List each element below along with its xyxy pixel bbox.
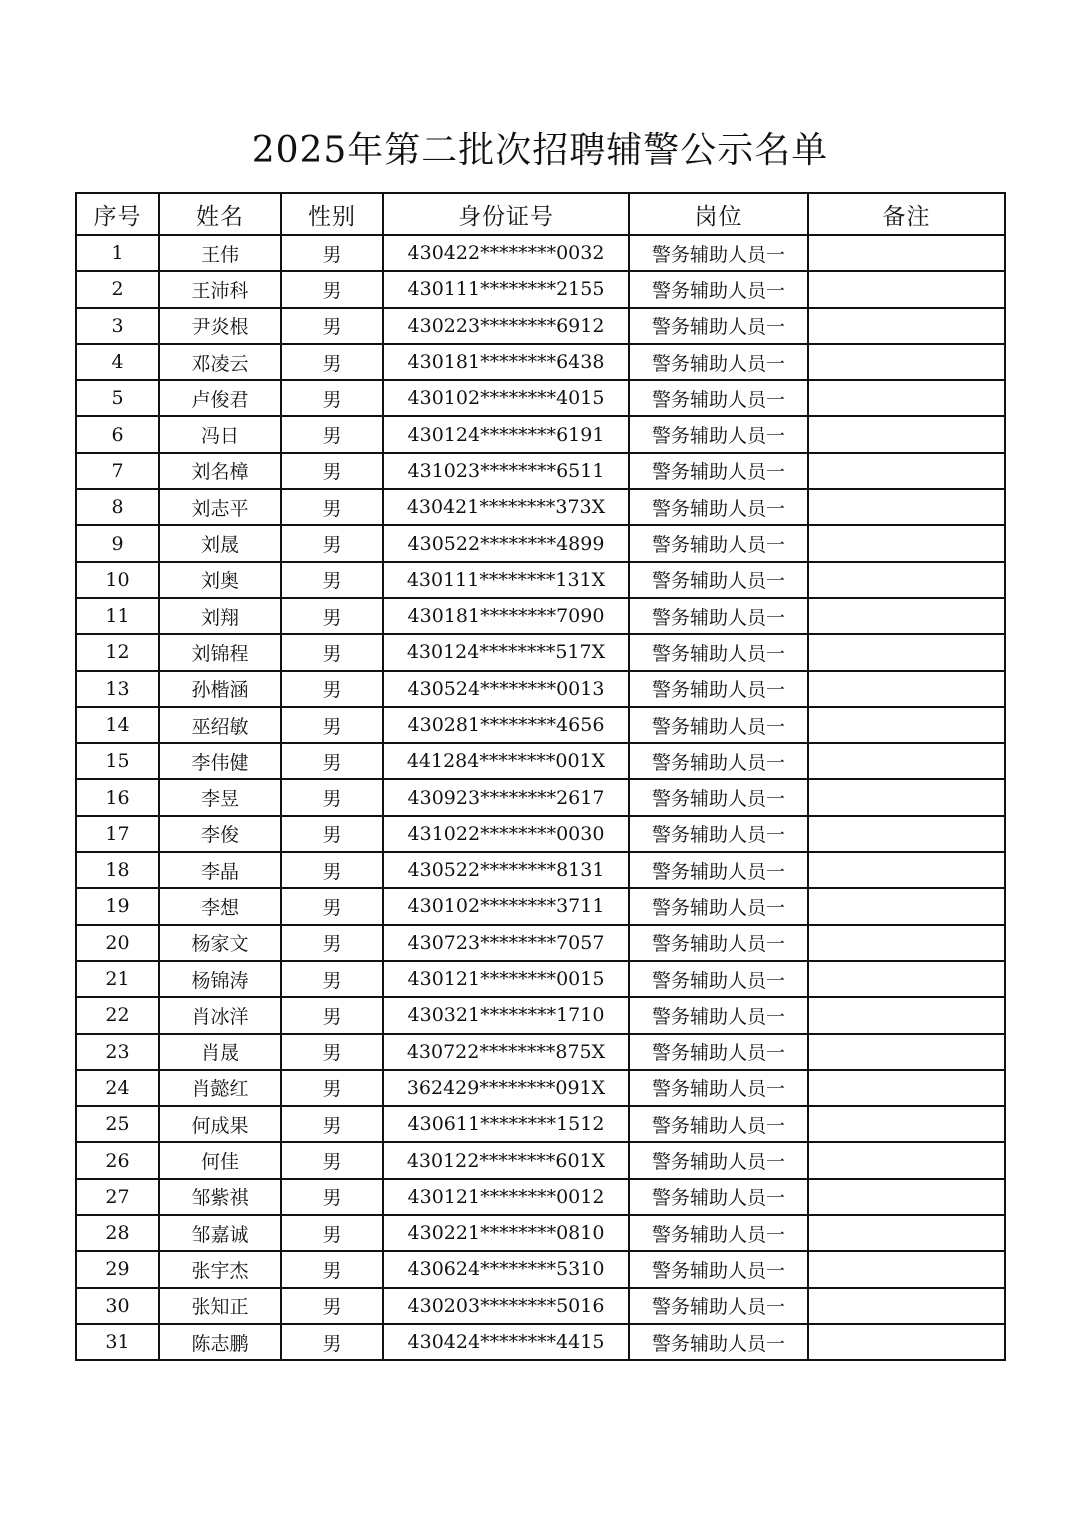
cell-post: 警务辅助人员一 [629, 961, 808, 997]
cell-post: 警务辅助人员一 [629, 1179, 808, 1215]
column-header-no: 序号 [76, 193, 159, 235]
cell-note [808, 562, 1005, 598]
table-row [76, 852, 1005, 888]
cell-note [808, 1142, 1005, 1178]
cell-no: 9 [76, 525, 159, 561]
cell-id-number: 430203********5016 [383, 1288, 629, 1324]
cell-no: 14 [76, 707, 159, 743]
cell-id-number: 430181********6438 [383, 344, 629, 380]
cell-gender: 男 [281, 1142, 383, 1178]
cell-name: 邹紫祺 [159, 1179, 281, 1215]
cell-id-number: 430122********601X [383, 1142, 629, 1178]
cell-post: 警务辅助人员一 [629, 888, 808, 924]
cell-name: 王沛科 [159, 271, 281, 307]
cell-gender: 男 [281, 634, 383, 670]
cell-name: 肖冰洋 [159, 997, 281, 1033]
cell-name: 李俊 [159, 816, 281, 852]
cell-id-number: 430124********6191 [383, 416, 629, 452]
cell-name: 巫绍敏 [159, 707, 281, 743]
cell-note [808, 380, 1005, 416]
cell-no: 31 [76, 1324, 159, 1360]
cell-no: 8 [76, 489, 159, 525]
cell-note [808, 271, 1005, 307]
table-row [76, 235, 1005, 271]
cell-note [808, 1106, 1005, 1142]
cell-no: 29 [76, 1251, 159, 1287]
column-header-note: 备注 [808, 193, 1005, 235]
table-row [76, 489, 1005, 525]
cell-id-number: 441284********001X [383, 743, 629, 779]
cell-id-number: 430611********1512 [383, 1106, 629, 1142]
cell-note [808, 671, 1005, 707]
cell-name: 刘锦程 [159, 634, 281, 670]
cell-id-number: 430121********0012 [383, 1179, 629, 1215]
cell-name: 张知正 [159, 1288, 281, 1324]
cell-post: 警务辅助人员一 [629, 1106, 808, 1142]
cell-note [808, 1324, 1005, 1360]
cell-name: 杨家文 [159, 925, 281, 961]
cell-name: 卢俊君 [159, 380, 281, 416]
cell-note [808, 1288, 1005, 1324]
cell-no: 10 [76, 562, 159, 598]
column-header-name: 姓名 [159, 193, 281, 235]
cell-name: 杨锦涛 [159, 961, 281, 997]
cell-post: 警务辅助人员一 [629, 852, 808, 888]
cell-note [808, 598, 1005, 634]
cell-id-number: 430923********2617 [383, 779, 629, 815]
cell-name: 邓凌云 [159, 344, 281, 380]
cell-no: 15 [76, 743, 159, 779]
cell-note [808, 852, 1005, 888]
cell-no: 4 [76, 344, 159, 380]
cell-id-number: 430181********7090 [383, 598, 629, 634]
cell-post: 警务辅助人员一 [629, 779, 808, 815]
cell-gender: 男 [281, 489, 383, 525]
table-row [76, 271, 1005, 307]
cell-post: 警务辅助人员一 [629, 1215, 808, 1251]
cell-post: 警务辅助人员一 [629, 344, 808, 380]
cell-post: 警务辅助人员一 [629, 634, 808, 670]
cell-no: 26 [76, 1142, 159, 1178]
column-header-id: 身份证号 [383, 193, 629, 235]
cell-no: 19 [76, 888, 159, 924]
cell-id-number: 430102********4015 [383, 380, 629, 416]
cell-id-number: 431023********6511 [383, 453, 629, 489]
cell-post: 警务辅助人员一 [629, 525, 808, 561]
table-row [76, 598, 1005, 634]
cell-post: 警务辅助人员一 [629, 308, 808, 344]
cell-name: 王伟 [159, 235, 281, 271]
cell-note [808, 961, 1005, 997]
table-row [76, 308, 1005, 344]
table-row [76, 1179, 1005, 1215]
cell-gender: 男 [281, 344, 383, 380]
cell-gender: 男 [281, 1179, 383, 1215]
cell-id-number: 362429********091X [383, 1070, 629, 1106]
cell-name: 张宇杰 [159, 1251, 281, 1287]
cell-note [808, 235, 1005, 271]
cell-id-number: 430111********131X [383, 562, 629, 598]
cell-gender: 男 [281, 743, 383, 779]
cell-id-number: 430121********0015 [383, 961, 629, 997]
cell-name: 邹嘉诚 [159, 1215, 281, 1251]
cell-id-number: 430421********373X [383, 489, 629, 525]
cell-gender: 男 [281, 779, 383, 815]
cell-gender: 男 [281, 1070, 383, 1106]
cell-note [808, 453, 1005, 489]
cell-post: 警务辅助人员一 [629, 1070, 808, 1106]
cell-no: 28 [76, 1215, 159, 1251]
cell-post: 警务辅助人员一 [629, 271, 808, 307]
cell-gender: 男 [281, 598, 383, 634]
cell-post: 警务辅助人员一 [629, 743, 808, 779]
cell-note [808, 489, 1005, 525]
cell-gender: 男 [281, 308, 383, 344]
cell-id-number: 430124********517X [383, 634, 629, 670]
cell-no: 2 [76, 271, 159, 307]
cell-gender: 男 [281, 271, 383, 307]
table-row [76, 961, 1005, 997]
cell-gender: 男 [281, 925, 383, 961]
cell-post: 警务辅助人员一 [629, 416, 808, 452]
header-row [76, 193, 1005, 235]
table-row [76, 380, 1005, 416]
cell-note [808, 779, 1005, 815]
cell-id-number: 430321********1710 [383, 997, 629, 1033]
cell-note [808, 925, 1005, 961]
cell-name: 李伟健 [159, 743, 281, 779]
cell-post: 警务辅助人员一 [629, 562, 808, 598]
cell-post: 警务辅助人员一 [629, 453, 808, 489]
cell-id-number: 430281********4656 [383, 707, 629, 743]
table-row [76, 743, 1005, 779]
cell-gender: 男 [281, 707, 383, 743]
cell-note [808, 816, 1005, 852]
table-row [76, 344, 1005, 380]
cell-note [808, 997, 1005, 1033]
cell-no: 17 [76, 816, 159, 852]
cell-post: 警务辅助人员一 [629, 1324, 808, 1360]
cell-post: 警务辅助人员一 [629, 707, 808, 743]
cell-note [808, 634, 1005, 670]
cell-name: 刘名樟 [159, 453, 281, 489]
cell-note [808, 743, 1005, 779]
cell-id-number: 430722********875X [383, 1034, 629, 1070]
cell-name: 李昱 [159, 779, 281, 815]
page-title: 2025年第二批次招聘辅警公示名单 [251, 130, 829, 171]
cell-post: 警务辅助人员一 [629, 489, 808, 525]
cell-note [808, 1251, 1005, 1287]
cell-gender: 男 [281, 997, 383, 1033]
cell-no: 20 [76, 925, 159, 961]
cell-no: 25 [76, 1106, 159, 1142]
cell-post: 警务辅助人员一 [629, 816, 808, 852]
cell-id-number: 430221********0810 [383, 1215, 629, 1251]
table-row [76, 1034, 1005, 1070]
cell-no: 21 [76, 961, 159, 997]
table-body [76, 235, 1005, 1360]
cell-name: 尹炎根 [159, 308, 281, 344]
cell-id-number: 431022********0030 [383, 816, 629, 852]
cell-note [808, 1179, 1005, 1215]
cell-id-number: 430424********4415 [383, 1324, 629, 1360]
cell-id-number: 430102********3711 [383, 888, 629, 924]
column-header-post: 岗位 [629, 193, 808, 235]
cell-no: 13 [76, 671, 159, 707]
cell-post: 警务辅助人员一 [629, 1251, 808, 1287]
cell-name: 刘晟 [159, 525, 281, 561]
cell-note [808, 888, 1005, 924]
cell-post: 警务辅助人员一 [629, 1142, 808, 1178]
cell-gender: 男 [281, 671, 383, 707]
cell-name: 肖晟 [159, 1034, 281, 1070]
table-row [76, 416, 1005, 452]
cell-no: 6 [76, 416, 159, 452]
table-row [76, 707, 1005, 743]
cell-name: 刘奥 [159, 562, 281, 598]
cell-id-number: 430624********5310 [383, 1251, 629, 1287]
roster-table [75, 192, 1006, 1361]
cell-name: 孙楷涵 [159, 671, 281, 707]
cell-gender: 男 [281, 1324, 383, 1360]
table-row [76, 1142, 1005, 1178]
table-row [76, 562, 1005, 598]
cell-name: 何佳 [159, 1142, 281, 1178]
cell-no: 23 [76, 1034, 159, 1070]
table-row [76, 453, 1005, 489]
cell-note [808, 525, 1005, 561]
cell-name: 李想 [159, 888, 281, 924]
cell-post: 警务辅助人员一 [629, 671, 808, 707]
table-row [76, 634, 1005, 670]
cell-name: 陈志鹏 [159, 1324, 281, 1360]
cell-name: 李晶 [159, 852, 281, 888]
cell-no: 18 [76, 852, 159, 888]
cell-gender: 男 [281, 1106, 383, 1142]
cell-name: 刘翔 [159, 598, 281, 634]
cell-gender: 男 [281, 1034, 383, 1070]
cell-id-number: 430723********7057 [383, 925, 629, 961]
cell-id-number: 430111********2155 [383, 271, 629, 307]
table-row [76, 1215, 1005, 1251]
cell-id-number: 430522********8131 [383, 852, 629, 888]
cell-note [808, 344, 1005, 380]
cell-id-number: 430422********0032 [383, 235, 629, 271]
cell-note [808, 1215, 1005, 1251]
table-row [76, 525, 1005, 561]
cell-gender: 男 [281, 416, 383, 452]
cell-no: 12 [76, 634, 159, 670]
cell-name: 冯日 [159, 416, 281, 452]
table-row [76, 888, 1005, 924]
table-row [76, 925, 1005, 961]
cell-gender: 男 [281, 1288, 383, 1324]
table-row [76, 1070, 1005, 1106]
cell-no: 24 [76, 1070, 159, 1106]
cell-gender: 男 [281, 1215, 383, 1251]
cell-note [808, 1070, 1005, 1106]
cell-note [808, 1034, 1005, 1070]
cell-no: 27 [76, 1179, 159, 1215]
cell-post: 警务辅助人员一 [629, 235, 808, 271]
table-row [76, 997, 1005, 1033]
cell-gender: 男 [281, 888, 383, 924]
cell-gender: 男 [281, 453, 383, 489]
cell-id-number: 430223********6912 [383, 308, 629, 344]
table-row [76, 671, 1005, 707]
cell-gender: 男 [281, 235, 383, 271]
cell-gender: 男 [281, 1251, 383, 1287]
table-row [76, 779, 1005, 815]
table-row [76, 816, 1005, 852]
cell-note [808, 416, 1005, 452]
cell-note [808, 707, 1005, 743]
cell-post: 警务辅助人员一 [629, 1034, 808, 1070]
cell-no: 16 [76, 779, 159, 815]
cell-gender: 男 [281, 380, 383, 416]
cell-name: 刘志平 [159, 489, 281, 525]
cell-no: 3 [76, 308, 159, 344]
cell-post: 警务辅助人员一 [629, 598, 808, 634]
cell-post: 警务辅助人员一 [629, 1288, 808, 1324]
cell-no: 1 [76, 235, 159, 271]
cell-post: 警务辅助人员一 [629, 380, 808, 416]
table-row [76, 1324, 1005, 1360]
cell-gender: 男 [281, 961, 383, 997]
table-row [76, 1288, 1005, 1324]
cell-gender: 男 [281, 525, 383, 561]
cell-no: 7 [76, 453, 159, 489]
table-row [76, 1106, 1005, 1142]
cell-gender: 男 [281, 852, 383, 888]
cell-no: 11 [76, 598, 159, 634]
cell-no: 22 [76, 997, 159, 1033]
cell-name: 何成果 [159, 1106, 281, 1142]
cell-id-number: 430524********0013 [383, 671, 629, 707]
cell-post: 警务辅助人员一 [629, 997, 808, 1033]
cell-note [808, 308, 1005, 344]
cell-gender: 男 [281, 816, 383, 852]
table-row [76, 1251, 1005, 1287]
cell-no: 30 [76, 1288, 159, 1324]
cell-gender: 男 [281, 562, 383, 598]
column-header-gender: 性别 [281, 193, 383, 235]
cell-name: 肖懿红 [159, 1070, 281, 1106]
cell-post: 警务辅助人员一 [629, 925, 808, 961]
cell-no: 5 [76, 380, 159, 416]
cell-id-number: 430522********4899 [383, 525, 629, 561]
